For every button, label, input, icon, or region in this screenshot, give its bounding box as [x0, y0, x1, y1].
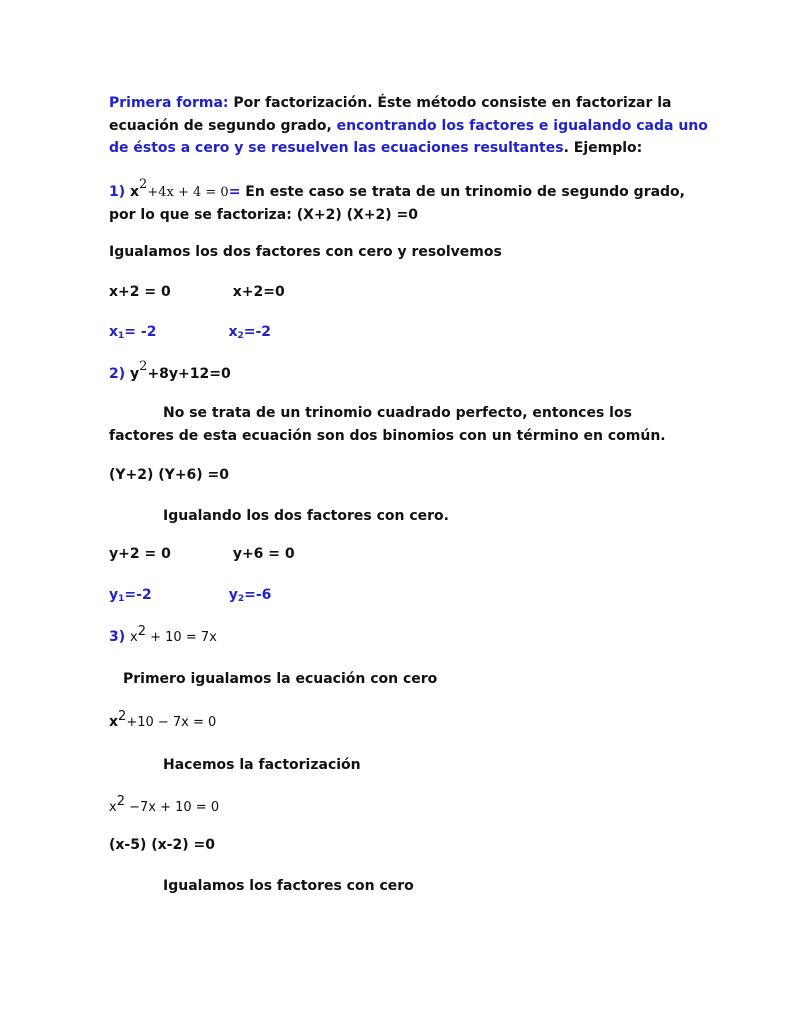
intro-blue-2: encontrando los factores e igualando cada uno — [336, 118, 708, 134]
ex3-equation-3 — [109, 796, 219, 819]
intro-text-3: . Ejemplo: — [563, 140, 643, 156]
ex1-eqsign: = — [228, 184, 241, 200]
ex2-rest: +8y+12=0 — [147, 366, 231, 382]
ex1-factor-1: x+2 = 0 — [109, 284, 171, 300]
ex2-factors-zero — [109, 543, 295, 565]
ex3-eq3-exp: 2 — [116, 794, 125, 809]
ex2-factor-1: y+2 = 0 — [109, 546, 171, 562]
ex3-var: x — [130, 630, 138, 645]
ex2-root-2: $y_2=-6$ — [228, 587, 272, 604]
ex3-text-2: Hacemos la factorización — [163, 757, 361, 773]
intro-label: Primera forma: — [109, 95, 229, 111]
ex3-eq3-rest: −7x + 10 = 0 — [124, 800, 220, 815]
ex3-eq3-var: x — [109, 800, 117, 815]
ex3-exp: 2 — [137, 624, 146, 639]
ex3-text-3: Igualamos los factores con cero — [163, 878, 414, 894]
ex1-root-2: $x_2=-2$ — [228, 324, 272, 341]
ex3-rest: + 10 = 7x — [146, 630, 217, 645]
ex1-text-3: Igualamos los dos factores con cero y resolvemos — [109, 244, 502, 260]
ex3-line-1 — [109, 626, 217, 649]
ex2-text-3: Igualando los dos factores con cero. — [163, 508, 449, 524]
ex2-var: y — [130, 366, 140, 382]
ex2-factors: (Y+2) (Y+6) =0 — [109, 467, 230, 483]
intro-line-3 — [109, 137, 642, 159]
ex1-equation: +4x + 4 = 0 — [147, 185, 229, 200]
ex1-text-1: En este caso se trata de un trinomio de segundo grado, — [240, 184, 685, 200]
ex1-factor-2: x+2=0 — [232, 284, 285, 300]
ex1-exp: 2 — [139, 177, 148, 192]
ex1-factors-zero — [109, 281, 285, 303]
ex1-root-1: $x_1= -2$ — [109, 324, 157, 341]
ex1-results — [109, 321, 271, 343]
ex3-number: 3) — [109, 629, 126, 645]
ex2-results — [109, 584, 271, 606]
ex2-line-1 — [109, 359, 231, 385]
intro-line-2 — [109, 115, 708, 137]
ex2-factor-2: y+6 = 0 — [232, 546, 295, 562]
ex3-eq2-rest: +10 − 7x = 0 — [126, 715, 217, 730]
ex2-root-1: $y_1=-2$ — [109, 587, 152, 604]
ex2-text-2: factores de esta ecuación son dos binomios con un término en común. — [109, 428, 666, 444]
ex1-line-1 — [109, 177, 685, 204]
ex1-text-2: por lo que se factoriza: (X+2) (X+2) =0 — [109, 207, 419, 223]
ex1-var: x — [130, 184, 140, 200]
ex3-eq2-var: x — [109, 714, 119, 730]
ex2-text-1: No se trata de un trinomio cuadrado perfecto, entonces los — [163, 405, 632, 421]
ex3-factors: (x-5) (x-2) =0 — [109, 837, 215, 853]
intro-text-2: ecuación de segundo grado, — [109, 118, 337, 134]
ex3-text-1: Primero igualamos la ecuación con cero — [123, 671, 438, 687]
intro-text-1: Por factorización. Éste método consiste en factorizar la — [228, 95, 672, 111]
ex3-equation-2 — [109, 711, 216, 734]
intro-blue-3: de éstos a cero y se resuelven las ecuaciones resultantes — [109, 140, 564, 156]
ex2-number: 2) — [109, 366, 126, 382]
ex2-exp: 2 — [139, 359, 148, 374]
ex1-number: 1) — [109, 184, 126, 200]
intro-line-1 — [109, 92, 671, 114]
ex3-eq2-exp: 2 — [118, 709, 127, 724]
